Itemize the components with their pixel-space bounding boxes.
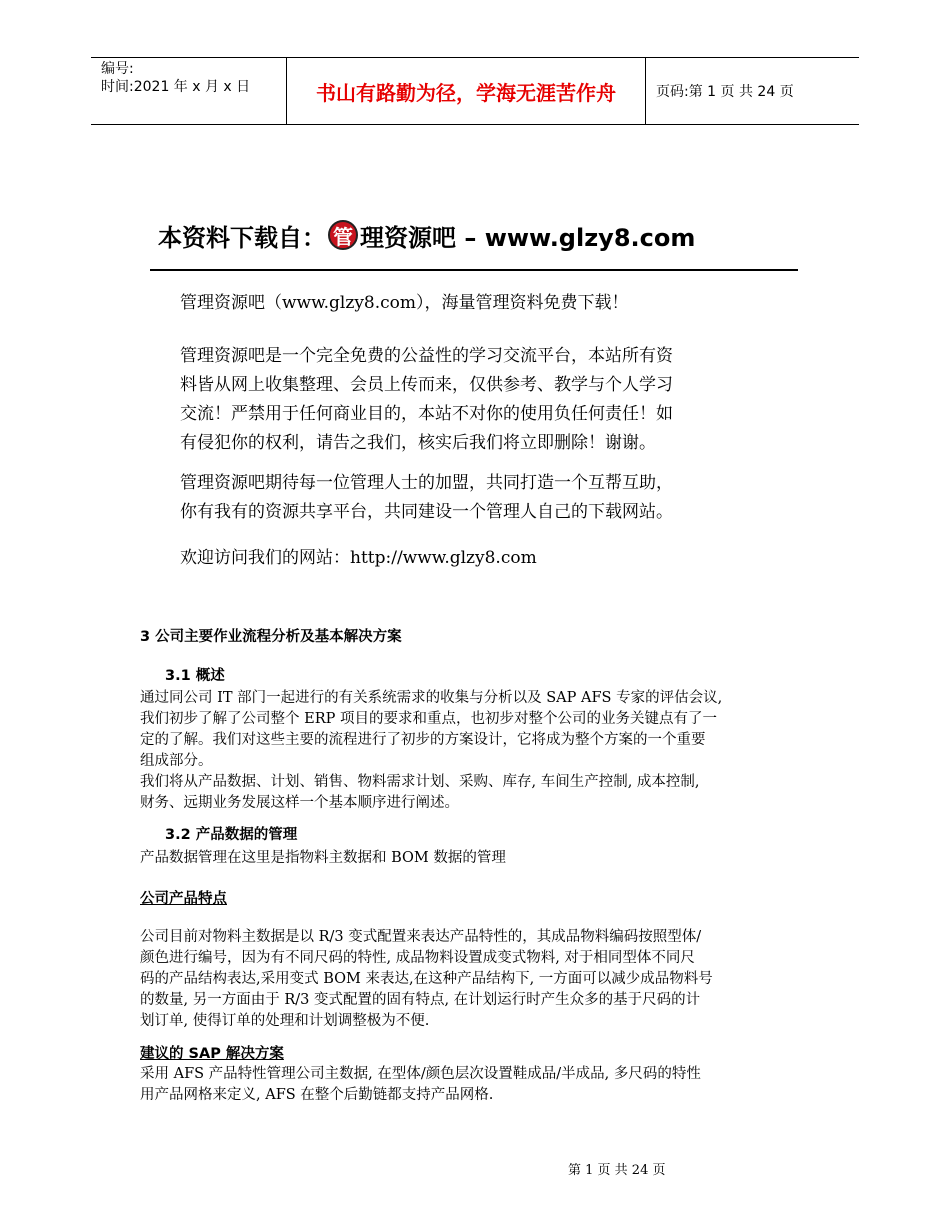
product-features-paragraph [140,927,820,1032]
promo-link[interactable]: 欢迎访问我们的网站：http://www.glzy8.com [180,548,537,568]
banner-site-name: 理资源吧 – www.glzy8.com [360,223,696,252]
paragraph-line: 定的了解。我们对这些主要的流程进行了初步的方案设计，它将成为整个方案的一个重要 [140,732,706,748]
page-footer: 第 1 页 共 24 页 [568,1163,666,1178]
paragraph-line: 划订单, 使得订单的处理和计划调整极为不便. [140,1013,430,1029]
paragraph-line: 采用 AFS 产品特性管理公司主数据, 在型体/颜色层次设置鞋成品/半成品, 多尺码的特性 [140,1066,701,1082]
sap-solution-heading: 建议的 SAP 解决方案 [140,1046,284,1062]
promo-text: 有侵犯你的权利，请告之我们，核实后我们将立即删除！谢谢。 [180,433,656,453]
promo-text: 你有我有的资源共享平台，共同建设一个管理人自己的下载网站。 [180,502,673,522]
promo-paragraph-2 [180,342,673,458]
product-features-heading: 公司产品特点 [140,891,227,907]
promo-website-line [180,544,537,573]
banner-divider [150,269,798,271]
section-3-heading: 3 公司主要作业流程分析及基本解决方案 [140,629,402,645]
promo-text: 料皆从网上收集整理、会员上传而来，仅供参考、教学与个人学习 [180,375,673,395]
paragraph-line: 的数量, 另一方面由于 R/3 变式配置的固有特点, 在计划运行时产生众多的基于尺码的计 [140,992,701,1008]
paragraph-line: 我们将从产品数据、计划、销售、物料需求计划、采购、库存, 车间生产控制, 成本控制, [140,774,700,790]
sap-solution-paragraph [140,1064,820,1106]
paragraph-line: 码的产品结构表达,采用变式 BOM 来表达,在这种产品结构下, 一方面可以减少成品物料号 [140,971,713,987]
paragraph-line: 颜色进行编号，因为有不同尺码的特性, 成品物料设置成变式物料, 对于相同型体不同尺 [140,950,695,966]
header-meta [91,58,286,124]
banner-prefix: 本资料下载自： [158,223,326,252]
promo-text: 交流！严禁用于任何商业目的，本站不对你的使用负任何责任！如 [180,404,673,424]
paragraph-line: 我们初步了解了公司整个 ERP 项目的要求和重点，也初步对整个公司的业务关键点有了一 [140,711,717,727]
download-banner [158,214,798,256]
serial-label: 编号: [101,61,134,77]
promo-text: 管理资源吧（www.glzy8.com），海量管理资料免费下载！ [180,293,629,313]
paragraph-line: 用产品网格来定义, AFS 在整个后勤链都支持产品网格. [140,1087,494,1103]
header-motto: 书山有路勤为径，学海无涯苦作舟 [286,58,646,124]
header-page-number: 页码:第 1 页 共 24 页 [656,84,794,100]
paragraph-line: 组成部分。 [140,753,213,769]
paragraph-line: 公司目前对物料主数据是以 R/3 变式配置来表达产品特性的，其成品物料编码按照型体/ [140,929,702,945]
page-header [91,57,859,125]
section-3-1-paragraph [140,688,820,814]
promo-paragraph-3 [180,469,673,527]
promo-text: 管理资源吧是一个完全免费的公益性的学习交流平台，本站所有资 [180,346,673,366]
section-3-1-heading: 3.1 概述 [165,668,225,684]
paragraph-line: 通过同公司 IT 部门一起进行的有关系统需求的收集与分析以及 SAP AFS 专家的评估会议, [140,690,723,706]
time-label: 时间:2021 年 x 月 x 日 [101,79,251,95]
promo-line-1 [180,289,629,318]
glzy8-logo-icon: 管 [328,220,358,250]
paragraph-line: 财务、远期业务发展这样一个基本顺序进行阐述。 [140,795,459,811]
promo-text: 管理资源吧期待每一位管理人士的加盟，共同打造一个互帮互助， [180,473,673,493]
section-3-2-paragraph: 产品数据管理在这里是指物料主数据和 BOM 数据的管理 [140,850,506,866]
section-3-2-heading: 3.2 产品数据的管理 [165,827,298,843]
